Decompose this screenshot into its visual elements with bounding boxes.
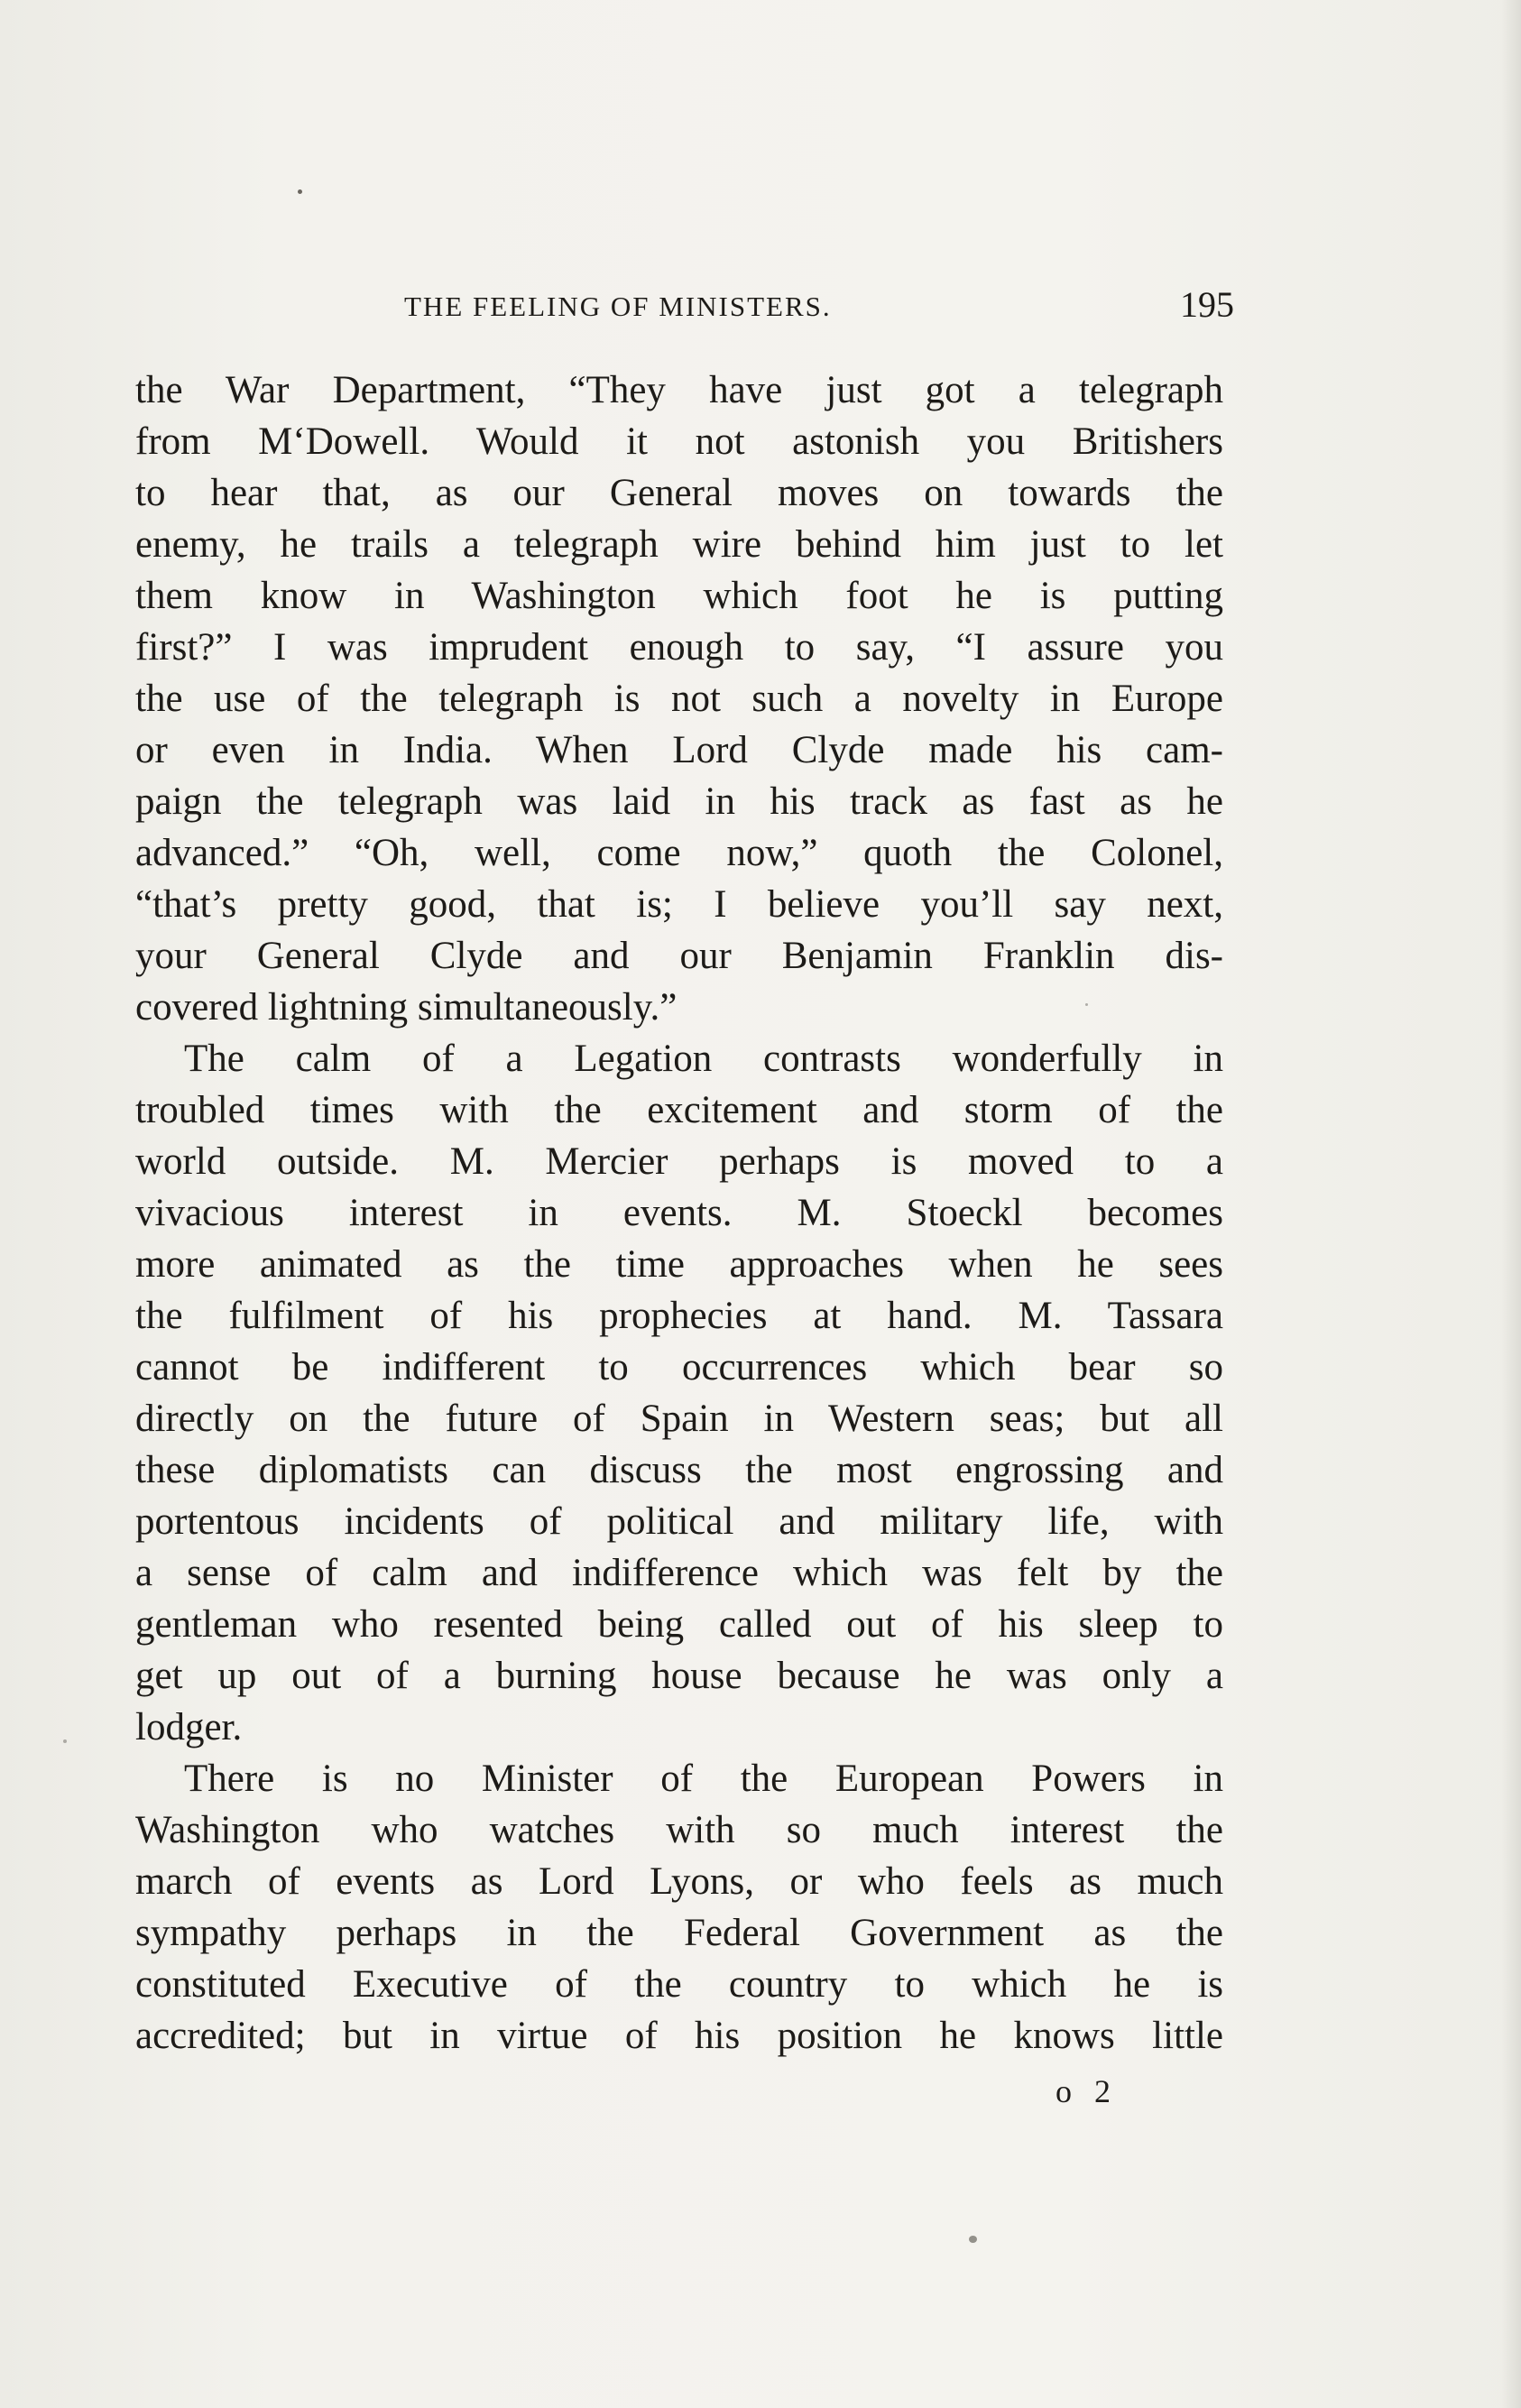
paper-speck (63, 1739, 67, 1743)
running-title: THE FEELING OF MINISTERS. (404, 291, 832, 322)
paper-speck (969, 2236, 977, 2243)
text-line: from M‘Dowell. Would it not astonish you Britishers (135, 420, 1223, 463)
text-line: get up out of a burning house because he was only a (135, 1655, 1223, 1697)
page-number: 195 (1180, 284, 1234, 325)
paper-speck (1085, 1003, 1088, 1006)
text-line: more animated as the time approaches when he sees (135, 1243, 1223, 1286)
text-line: world outside. M. Mercier perhaps is moved to a (135, 1140, 1223, 1183)
paper-speck (298, 189, 302, 194)
text-line: these diplomatists can discuss the most engrossing and (135, 1449, 1223, 1491)
text-line: your General Clyde and our Benjamin Franklin dis- (135, 935, 1223, 977)
page-edge-shadow (1501, 0, 1521, 2408)
paragraph-start-line: The calm of a Legation contrasts wonderfully in (184, 1038, 1223, 1080)
text-line: enemy, he trails a telegraph wire behind him just to let (135, 523, 1223, 566)
running-head (404, 284, 1234, 332)
text-line: advanced.” “Oh, well, come now,” quoth the Colonel, (135, 832, 1223, 874)
text-line: accredited; but in virtue of his position he knows little (135, 2015, 1223, 2057)
text-line: troubled times with the excitement and storm of the (135, 1089, 1223, 1131)
text-line: the use of the telegraph is not such a novelty in Europe (135, 678, 1223, 720)
paragraph-start-line: There is no Minister of the European Powers in (184, 1758, 1223, 1800)
text-line: portentous incidents of political and military life, with (135, 1500, 1223, 1543)
text-line: the War Department, “They have just got a telegraph (135, 369, 1223, 411)
text-line: directly on the future of Spain in Western seas; but all (135, 1398, 1223, 1440)
text-line: or even in India. When Lord Clyde made his cam- (135, 729, 1223, 771)
text-line: the fulfilment of his prophecies at hand. M. Tassara (135, 1295, 1223, 1337)
text-line: march of events as Lord Lyons, or who feels as much (135, 1860, 1223, 1903)
signature-mark: o 2 (1055, 2073, 1118, 2109)
text-line: them know in Washington which foot he is putting (135, 575, 1223, 617)
text-line: Washington who watches with so much interest the (135, 1809, 1223, 1851)
text-line: sympathy perhaps in the Federal Government as the (135, 1912, 1223, 1954)
text-line: covered lightning simultaneously.” (135, 986, 678, 1029)
text-line: first?” I was imprudent enough to say, “I assure you (135, 626, 1223, 669)
text-line: lodger. (135, 1706, 243, 1748)
text-line: cannot be indifferent to occurrences which bear so (135, 1346, 1223, 1389)
text-line: constituted Executive of the country to which he is (135, 1963, 1223, 2006)
text-line: vivacious interest in events. M. Stoeckl becomes (135, 1192, 1223, 1234)
body-text (135, 364, 1223, 2062)
text-line: gentleman who resented being called out of his sleep to (135, 1603, 1223, 1646)
text-line: a sense of calm and indifference which was felt by the (135, 1552, 1223, 1594)
text-line: paign the telegraph was laid in his track as fast as he (135, 780, 1223, 823)
text-line: to hear that, as our General moves on towards the (135, 472, 1223, 514)
text-line: “that’s pretty good, that is; I believe you’ll say next, (135, 883, 1223, 926)
